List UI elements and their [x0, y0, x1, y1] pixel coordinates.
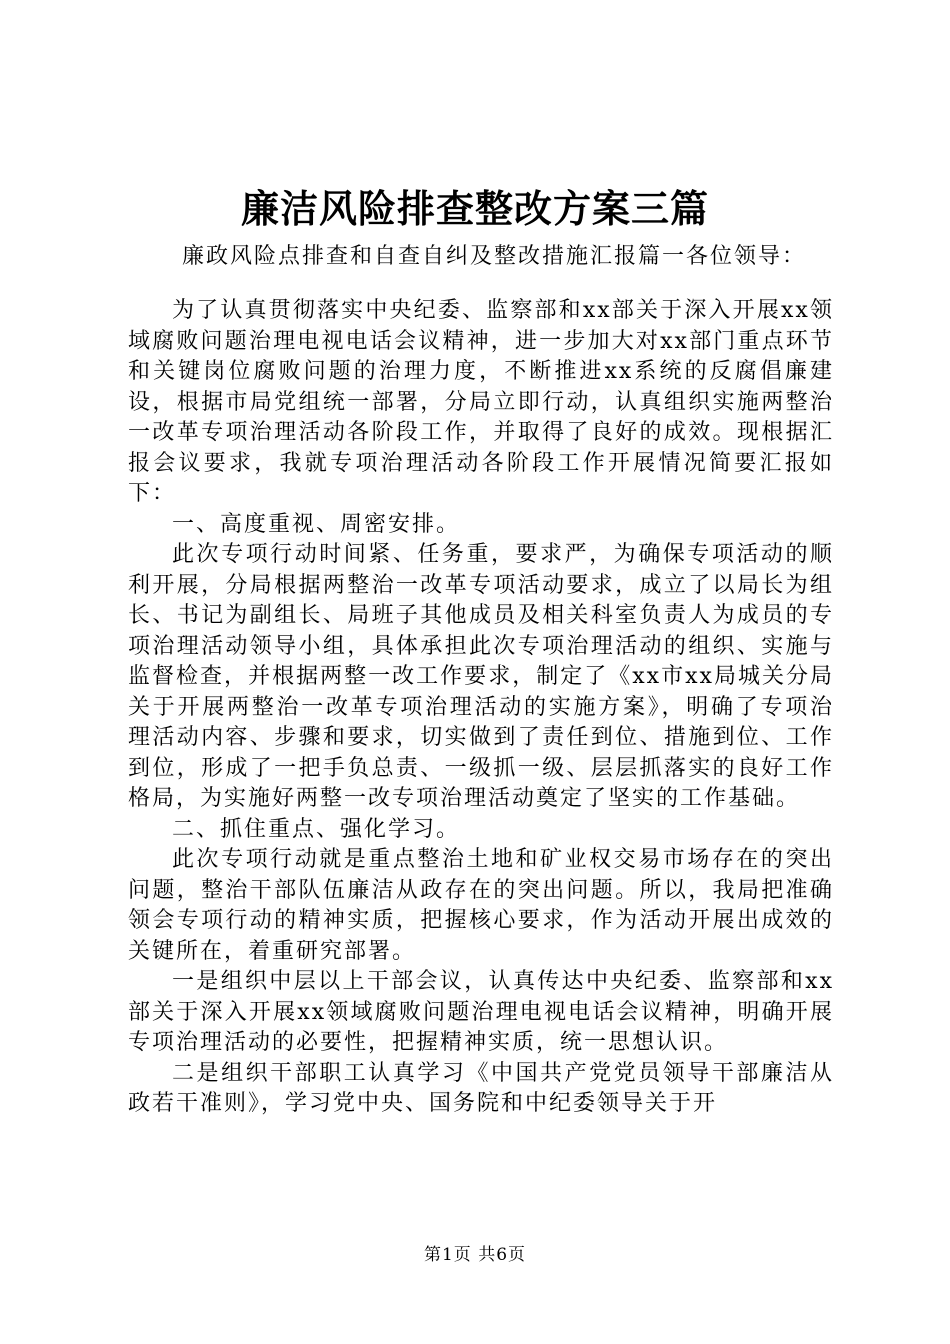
paragraph: 一是组织中层以上干部会议，认真传达中央纪委、监察部和xx部关于深入开展xx领域腐败问题治理电视电话会议精神，明确开展专项治理活动的必要性，把握精神实质，统一思想认识。	[128, 969, 834, 1055]
paragraph: 此次专项行动就是重点整治土地和矿业权交易市场存在的突出问题，整治干部队伍廉洁从政存在的突出问题。所以，我局把准确领会专项行动的精神实质，把握核心要求，作为活动开展出成效的关键所在，着重研究部署。	[128, 847, 834, 964]
paragraph: 二是组织干部职工认真学习《中国共产党党员领导干部廉洁从政若干准则》，学习党中央、国务院和中纪委领导关于开	[128, 1060, 834, 1116]
section-heading: 二、抓住重点、强化学习。	[172, 816, 461, 842]
paragraph: 为了认真贯彻落实中央纪委、监察部和xx部关于深入开展xx领域腐败问题治理电视电话会议精神，进一步加大对xx部门重点环节和关键岗位腐败问题的治理力度，不断推进xx系统的反腐倡廉建设，根据市局党组统一部署，分局立即行动，认真组织实施两整治一改革专项治理活动各阶段工作，并取得了良好的成效。现根据汇报会议要求，我就专项治理活动各阶段工作开展情况简要汇报如下：	[128, 298, 834, 506]
page-footer: 第1页 共6页	[423, 1245, 527, 1265]
paragraph: 此次专项行动时间紧、任务重，要求严，为确保专项活动的顺利开展，分局根据两整治一改革专项活动要求，成立了以局长为组长、书记为副组长、局班子其他成员及相关科室负责人为成员的专项治理活动领导小组，具体承担此次专项治理活动的组织、实施与监督检查，并根据两整一改工作要求，制定了《xx市xx局城关分局关于开展两整治一改革专项治理活动的实施方案》，明确了专项治理活动内容、步骤和要求，切实做到了责任到位、措施到位、工作到位，形成了一把手负总责、一级抓一级、层层抓落实的良好工作格局，为实施好两整一改专项治理活动奠定了坚实的工作基础。	[128, 542, 834, 811]
section-heading: 一、高度重视、周密安排。	[172, 511, 461, 537]
document-subtitle: 廉政风险点排查和自查自纠及整改措施汇报篇一各位领导：	[182, 244, 807, 269]
document-body	[128, 296, 834, 1120]
document-title: 廉洁风险排查整改方案三篇	[240, 186, 709, 231]
